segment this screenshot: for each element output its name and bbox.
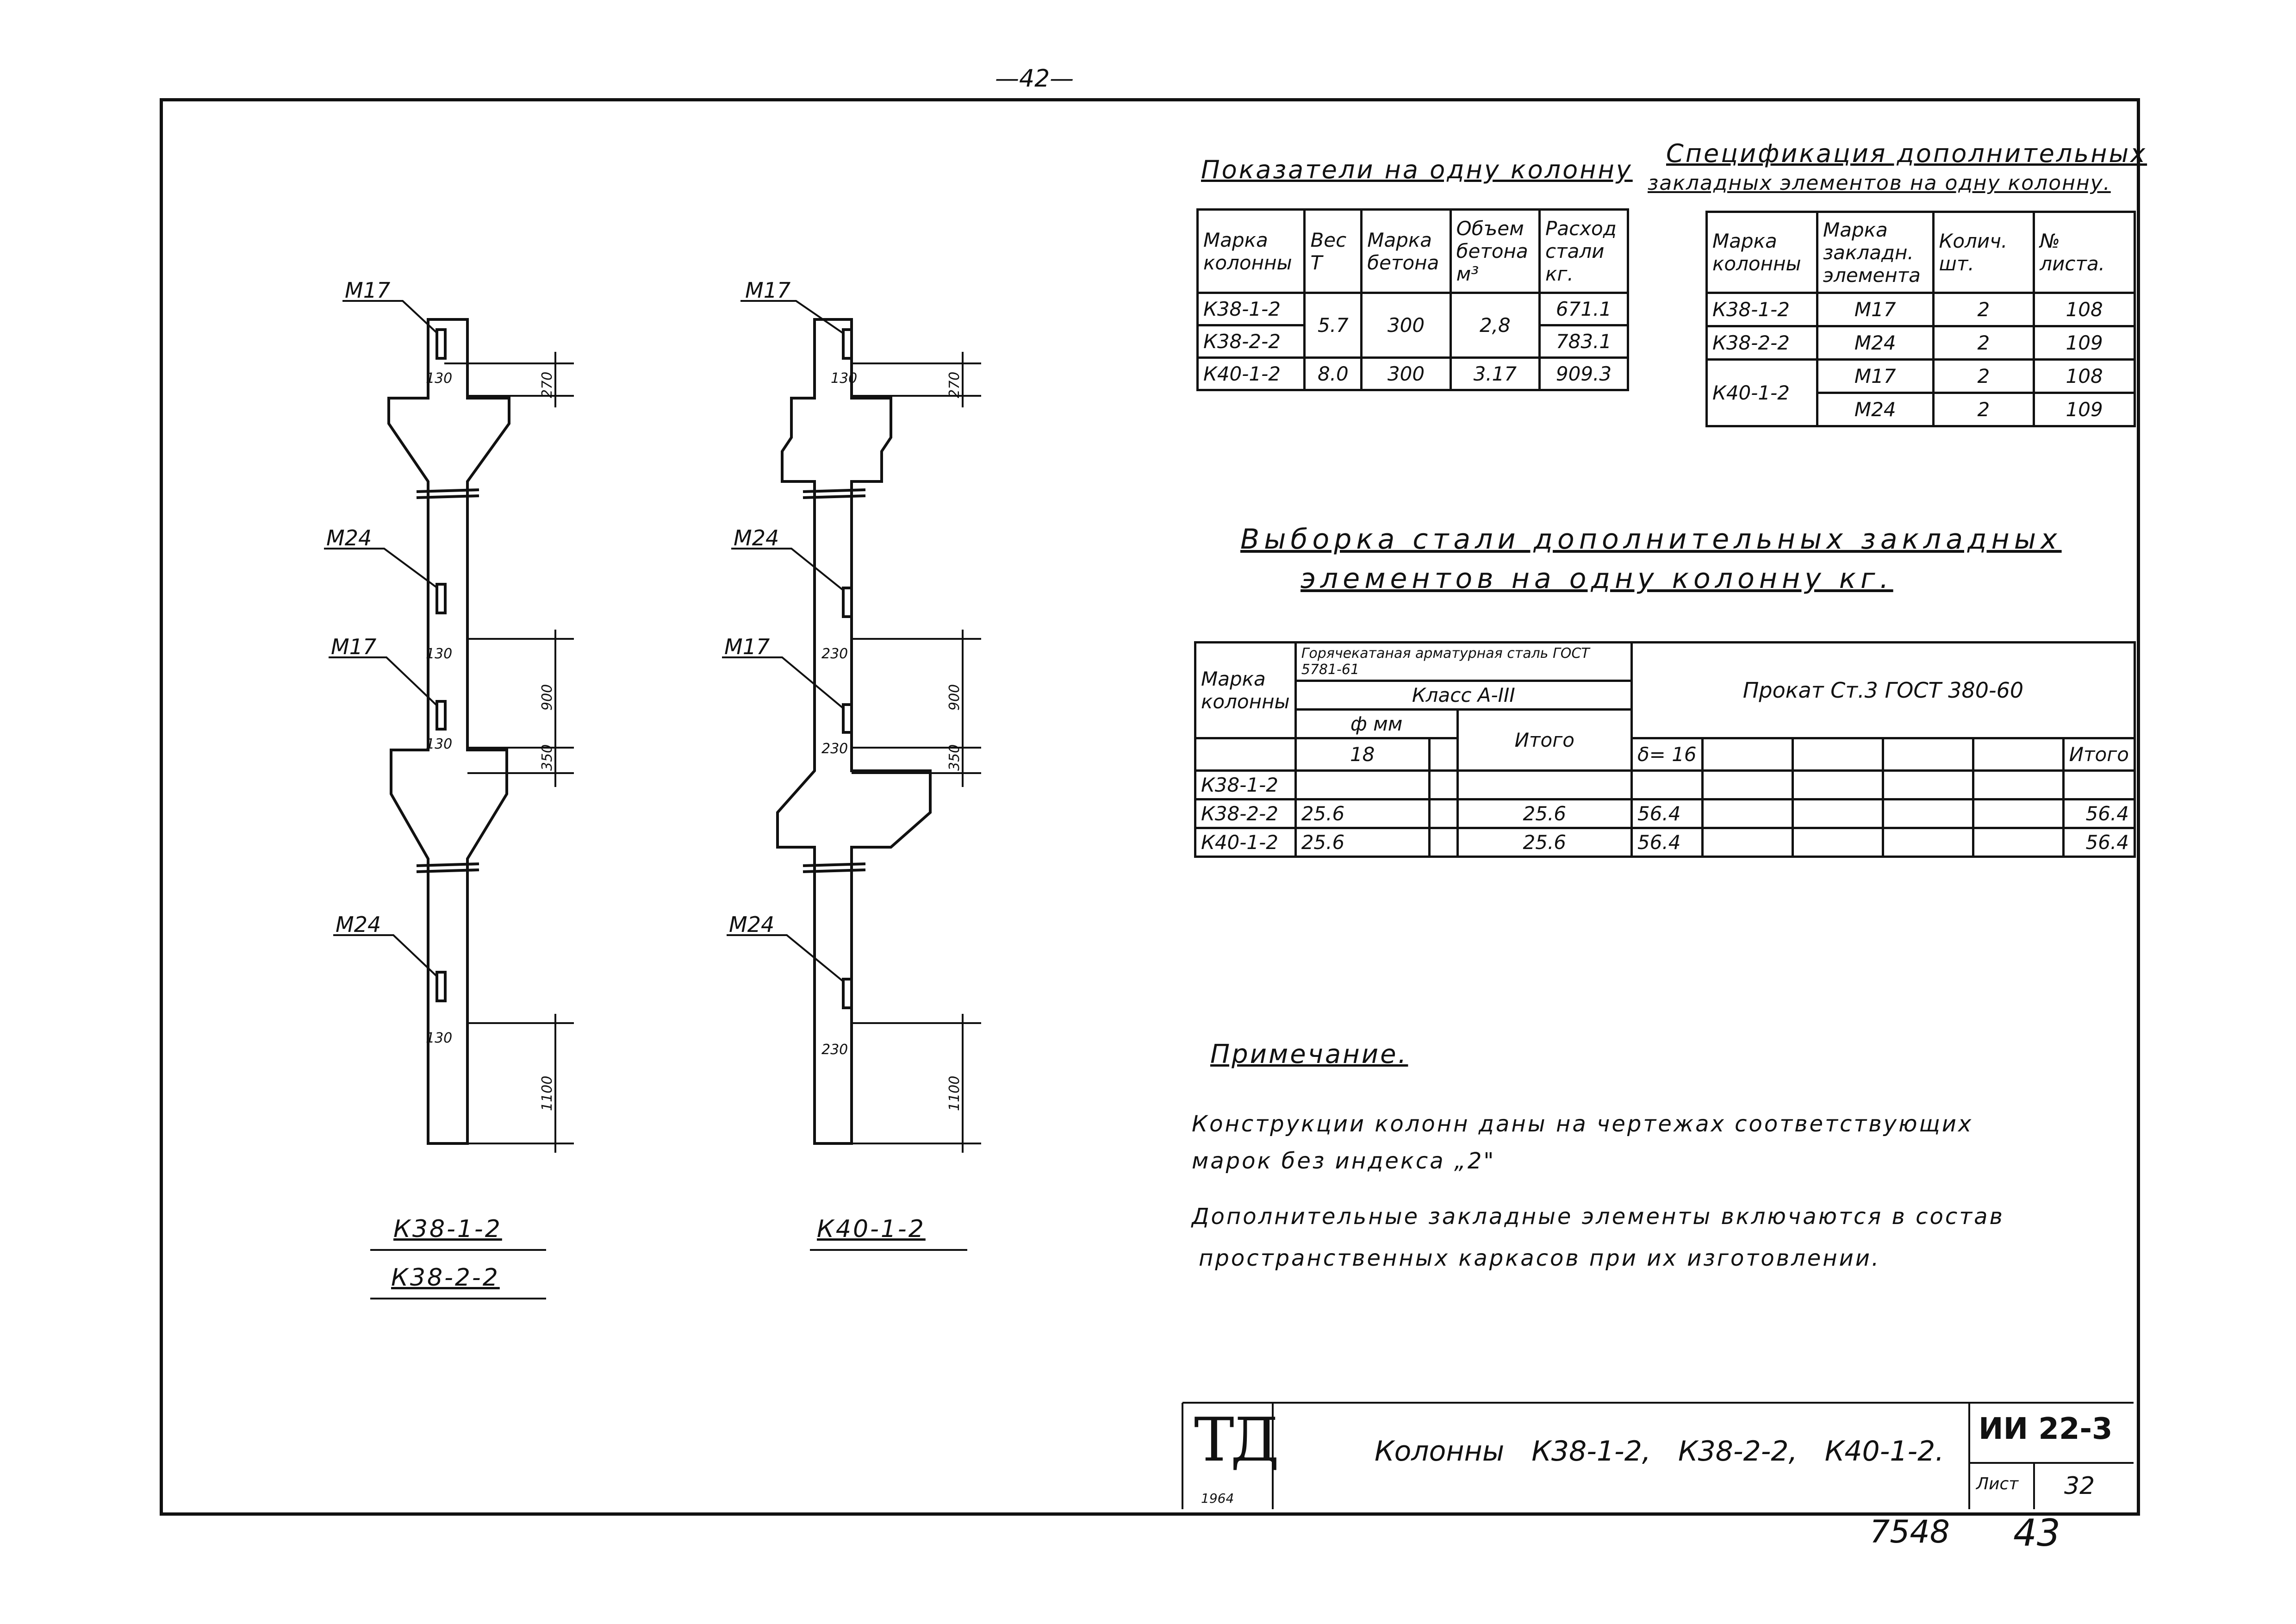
ind-h-mark: Марка колонны (1198, 210, 1305, 293)
steel-r1-total (1457, 771, 1631, 800)
left-caption-2: К38-2-2 (391, 1264, 500, 1292)
steel-h-rebar: Горячекатаная арматурная сталь ГОСТ 5781-61 (1295, 643, 1631, 681)
steel-r2-total: 25.6 (1457, 800, 1631, 828)
note-line-1: Конструкции колонн даны на чертежах соответствующих (1192, 1111, 1973, 1137)
spec-r3-sheet: 108 (2034, 360, 2135, 393)
ind-r3-volume: 3.17 (1450, 358, 1539, 390)
left-embed-m17-low (437, 701, 445, 729)
steel-h-p5 (1973, 738, 2063, 771)
left-dim-h-4: 130 (426, 1030, 453, 1046)
ind-h-volume: Объем бетона м³ (1450, 210, 1539, 293)
steel-h-p3 (1792, 738, 1883, 771)
ind-h-weight: Вес Т (1305, 210, 1362, 293)
ind-r1-mark: К38-1-2 (1198, 293, 1305, 325)
right-embed-m17-top (843, 330, 852, 358)
steel-r3-18: 25.6 (1295, 828, 1429, 857)
left-embed-m24-mid (437, 584, 445, 613)
steel-h-mark: Марка колонны (1195, 643, 1296, 738)
title-block-title: Колонны К38-1-2, К38-2-2, К40-1-2. (1375, 1435, 1944, 1468)
left-dim-h-3: 130 (426, 736, 453, 752)
steel-title-1: Выборка стали дополнительных закладных (1240, 523, 2062, 556)
right-embed-m17-low (843, 705, 852, 732)
ind-r1-steel: 671.1 (1540, 293, 1628, 325)
steel-h-blank (1429, 738, 1457, 771)
steel-h-class: Класс А-III (1295, 681, 1631, 710)
ind-r1-grade: 300 (1362, 293, 1450, 358)
spec-h-qty: Колич. шт. (1933, 212, 2034, 293)
title-block-logo: ТД (1194, 1405, 1276, 1475)
steel-r3-ptotal: 56.4 (2063, 828, 2134, 857)
spec-r1-sheet: 108 (2034, 293, 2135, 326)
ind-h-grade: Марка бетона (1362, 210, 1450, 293)
spec-r2-sheet: 109 (2034, 326, 2135, 360)
right-embed-m24-bottom (843, 979, 852, 1008)
steel-r1-ptotal (2063, 771, 2134, 800)
ind-r1-volume: 2,8 (1450, 293, 1539, 358)
indicators-table (1196, 208, 1629, 391)
spec-r3-qty: 2 (1933, 360, 2034, 393)
ind-r3-grade: 300 (1362, 358, 1450, 390)
spec-r3-mark: К40-1-2 (1707, 360, 1817, 426)
title-block-year: 1964 (1201, 1491, 1234, 1506)
left-dim-h-2: 130 (426, 646, 453, 662)
ind-r3-steel: 909.3 (1540, 358, 1628, 390)
spec-table (1705, 211, 2136, 427)
title-block-sheet-label: Лист (1976, 1474, 2019, 1493)
note-line-3: Дополнительные закладные элементы включаются в состав (1192, 1204, 2004, 1230)
right-dim-h-2: 230 (821, 646, 848, 662)
steel-r2-18: 25.6 (1295, 800, 1429, 828)
spec-r2-mark: К38-2-2 (1707, 326, 1817, 360)
ind-h-steel: Расход стали кг. (1540, 210, 1628, 293)
right-dim-v-1: 270 (946, 371, 963, 398)
right-label-m17-low: М17 (724, 634, 770, 659)
left-dim-v-4: 1100 (539, 1075, 555, 1111)
right-dim-v-4: 1100 (946, 1075, 963, 1111)
right-column-outline (778, 319, 930, 1143)
steel-r2-mark: К38-2-2 (1195, 800, 1296, 828)
left-column-outline (389, 319, 509, 1143)
steel-h-18: 18 (1295, 738, 1429, 771)
spec-h-sheet: № листа. (2034, 212, 2135, 293)
spec-r3-element: М17 (1817, 360, 1933, 393)
right-label-m24-bottom: М24 (729, 912, 775, 937)
page-number: —42— (995, 65, 1074, 93)
note-title: Примечание. (1210, 1039, 1408, 1069)
steel-h-p2 (1702, 738, 1792, 771)
left-dim-v-2: 900 (539, 684, 555, 711)
spec-title-2: закладных элементов на одну колонну. (1648, 171, 2111, 195)
steel-r3-delta: 56.4 (1631, 828, 1702, 857)
steel-h-diam: ф мм (1295, 710, 1457, 738)
left-dim-v-3: 350 (539, 744, 555, 771)
spec-h-element: Марка закладн. элемента (1817, 212, 1933, 293)
inventory-number: 7548 (1870, 1514, 1950, 1550)
steel-r3-mark: К40-1-2 (1195, 828, 1296, 857)
spec-r4-element: М24 (1817, 393, 1933, 426)
spec-r1-element: М17 (1817, 293, 1933, 326)
indicators-title: Показатели на одну колонну (1201, 155, 1633, 184)
steel-h-delta: δ= 16 (1631, 738, 1702, 771)
left-dim-v-1: 270 (539, 371, 555, 398)
steel-table (1194, 641, 2136, 858)
note-line-2: марок без индекса „2" (1192, 1148, 1496, 1174)
right-dim-h-4: 230 (821, 1042, 848, 1058)
ind-r2-mark: К38-2-2 (1198, 325, 1305, 358)
left-label-m17-top: М17 (345, 278, 391, 303)
right-label-m24-mid: М24 (734, 525, 779, 550)
page-stamp: 43 (2013, 1512, 2060, 1555)
left-embed-m17-top (437, 330, 445, 358)
steel-r1-delta (1631, 771, 1702, 800)
steel-r2-delta: 56.4 (1631, 800, 1702, 828)
left-label-m24-bottom: М24 (336, 912, 381, 937)
right-label-m17-top: М17 (745, 278, 791, 303)
title-block-code: ИИ 22-3 (1979, 1412, 2113, 1446)
right-caption-1: К40-1-2 (817, 1215, 926, 1243)
steel-h-p4 (1883, 738, 1973, 771)
ind-r2-steel: 783.1 (1540, 325, 1628, 358)
spec-title-1: Спецификация дополнительных (1666, 139, 2147, 168)
spec-r4-qty: 2 (1933, 393, 2034, 426)
spec-r2-qty: 2 (1933, 326, 2034, 360)
steel-r1-mark: К38-1-2 (1195, 771, 1296, 800)
steel-title-2: элементов на одну колонну кг. (1300, 562, 1893, 595)
title-block-sheet-number: 32 (2064, 1472, 2095, 1500)
spec-r2-element: М24 (1817, 326, 1933, 360)
steel-h-prokat: Прокат Ст.3 ГОСТ 380-60 (1631, 643, 2134, 738)
right-dim-v-2: 900 (946, 684, 963, 711)
steel-r2-ptotal: 56.4 (2063, 800, 2134, 828)
spec-r1-qty: 2 (1933, 293, 2034, 326)
spec-h-mark: Марка колонны (1707, 212, 1817, 293)
steel-r1-18 (1295, 771, 1429, 800)
left-embed-m24-bottom (437, 972, 445, 1001)
ind-r3-mark: К40-1-2 (1198, 358, 1305, 390)
left-label-m17-low: М17 (331, 634, 377, 659)
spec-r1-mark: К38-1-2 (1707, 293, 1817, 326)
steel-h-mark-cont (1195, 738, 1296, 771)
left-dim-h-1: 130 (426, 370, 453, 387)
note-line-4: пространственных каркасов при их изготовлении. (1199, 1245, 1881, 1271)
ind-r1-weight: 5.7 (1305, 293, 1362, 358)
steel-h-total1: Итого (1457, 710, 1631, 771)
steel-h-total2: Итого (2063, 738, 2134, 771)
right-dim-h-1: 130 (831, 370, 858, 387)
left-caption-1: К38-1-2 (393, 1215, 502, 1243)
right-embed-m24-mid (843, 588, 852, 617)
spec-r4-sheet: 109 (2034, 393, 2135, 426)
ind-r3-weight: 8.0 (1305, 358, 1362, 390)
steel-r3-total: 25.6 (1457, 828, 1631, 857)
right-dim-h-3: 230 (821, 741, 848, 757)
right-dim-v-3: 350 (946, 744, 963, 771)
left-label-m24-mid: М24 (326, 525, 372, 550)
